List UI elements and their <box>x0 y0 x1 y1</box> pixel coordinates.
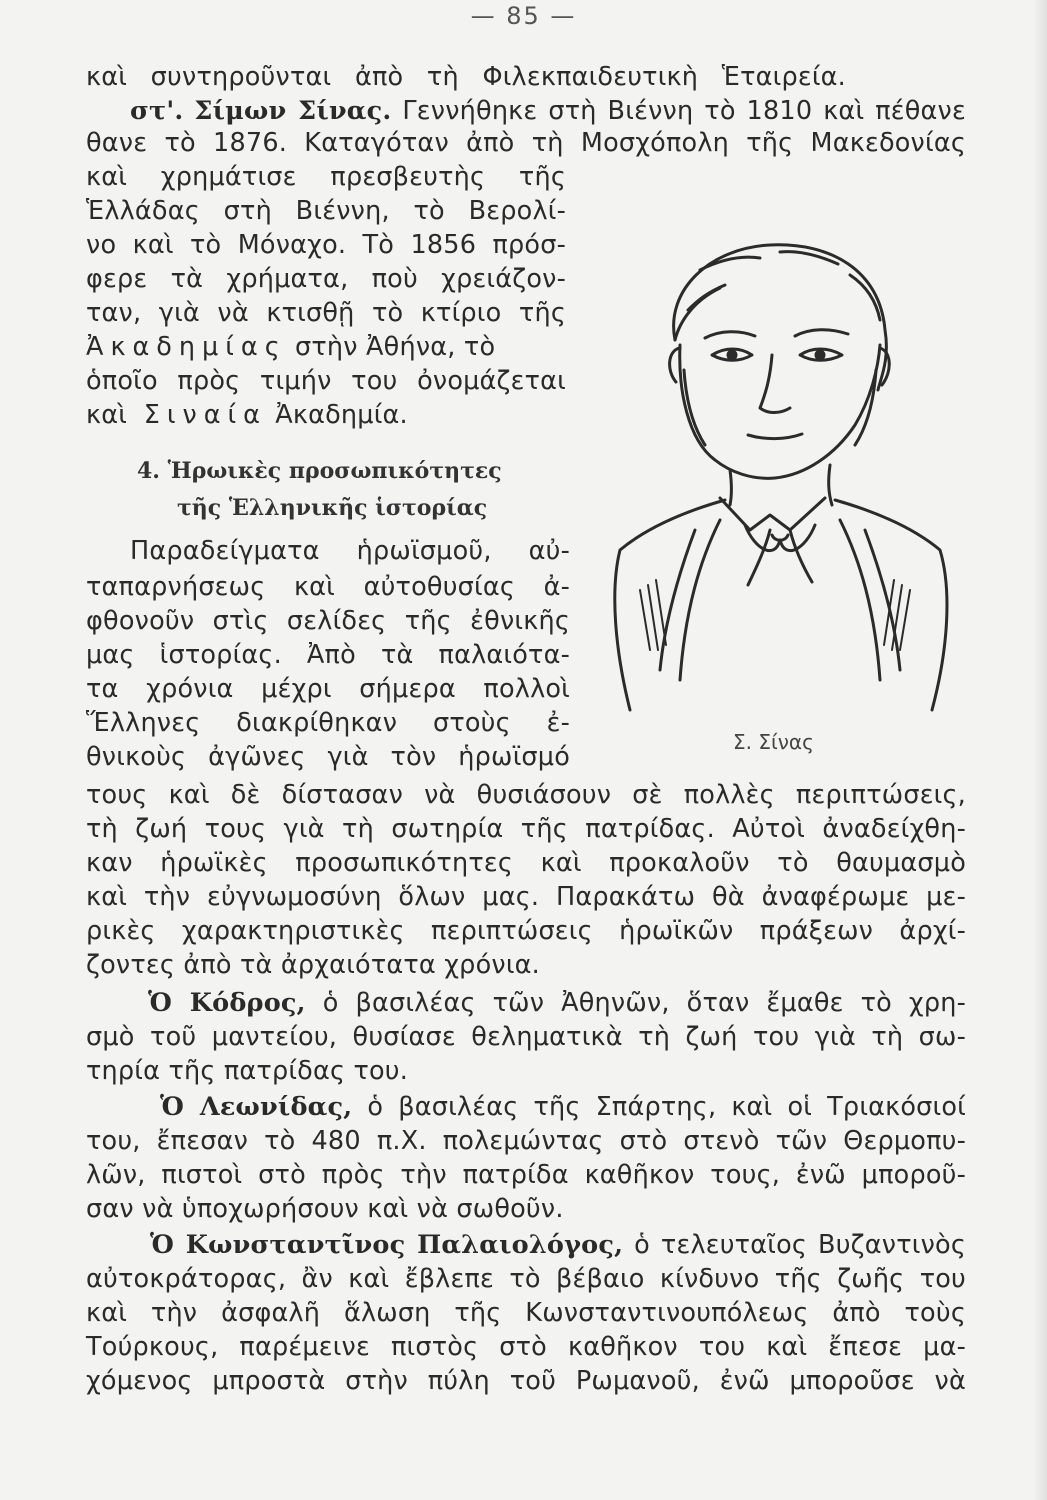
text-line: ταπαρνήσεως καὶ αὐτοθυσίας ἀ- <box>86 572 570 602</box>
person-name: Ὁ Κωνσταντῖνος Παλαιολόγος, <box>150 1230 624 1260</box>
text-line: Παραδείγματα ἡρωϊσμοῦ, αὐ- <box>130 536 570 566</box>
text-line <box>148 988 966 1018</box>
text-line: νο καὶ τὸ Μόναχο. Τὸ 1856 πρόσ- <box>86 230 566 260</box>
text-line: ὁποῖο πρὸς τιμήν του ὀνομάζεται <box>86 366 566 396</box>
page-number: — 85 — <box>470 2 577 30</box>
text-line: λῶν, πιστοὶ στὸ πρὸς τὴν πατρίδα καθῆκον τους, ἐνῶ μποροῦ- <box>86 1160 966 1190</box>
section-label: στ'. <box>130 96 184 126</box>
text-line: φθονοῦν στὶς σελίδες τῆς ἐθνικῆς <box>86 606 570 636</box>
text-line: τα χρόνια μέχρι σήμερα πολλοὶ <box>86 674 570 704</box>
text-line <box>86 332 566 362</box>
text-line <box>150 1230 966 1260</box>
text-line: καὶ τὴν ἀσφαλῆ ἅλωση τῆς Κωνσταντινουπόλεως ἀπὸ τοὺς <box>86 1298 966 1328</box>
portrait-coat <box>615 500 725 710</box>
text-line: σαν νὰ ὑποχωρήσουν καὶ νὰ σωθοῦν. <box>86 1194 564 1224</box>
text-span: στὴν Ἀθήνα, τὸ <box>295 332 496 362</box>
text-span: ὁ βασιλέας τῆς Σπάρτης, καὶ οἱ Τριακόσιοί <box>367 1092 967 1122</box>
text-line: αὐτοκράτορας, ἂν καὶ ἔβλεπε τὸ βέβαιο κίνδυνο τῆς ζωῆς του <box>86 1264 966 1294</box>
text-line: καὶ τὴν εὐγνωμοσύνη ὅλων μας. Παρακάτω θὰ ἀναφέρωμε με- <box>86 882 966 912</box>
scan-edge-shadow <box>1033 0 1047 1500</box>
text-line: Τούρκους, παρέμεινε πιστὸς στὸ καθῆκον του καὶ ἔπεσε μα- <box>86 1332 966 1362</box>
text-line <box>86 400 566 430</box>
text-line: ταν, γιὰ νὰ κτισθῇ τὸ κτίριο τῆς <box>86 298 566 328</box>
text-line: ρικὲς χαρακτηριστικὲς περιπτώσεις ἡρωϊκῶν πράξεων ἀρχί- <box>86 916 966 946</box>
portrait-illustration <box>580 230 990 730</box>
text-line: τὴ ζωή τους γιὰ τὴ σωτηρία τῆς πατρίδας. Αὐτοὶ ἀναδείχθη- <box>86 814 966 844</box>
person-name: Σίμων Σίνας. <box>194 96 392 126</box>
spaced-word: Σιναία <box>143 400 267 430</box>
text-span: ὁ βασιλέας τῶν Ἀθηνῶν, ὅταν ἔμαθε τὸ χρη- <box>322 988 966 1018</box>
text-line <box>130 96 966 126</box>
text-line: φερε τὰ χρήματα, ποὺ χρειάζον- <box>86 264 566 294</box>
text-line: Ἑλλάδας στὴ Βιέννη, τὸ Βερολί- <box>86 196 566 226</box>
text-span: ὁ τελευταῖος Βυζαντινὸς <box>634 1230 966 1260</box>
text-line: τηρία τῆς πατρίδας του. <box>86 1056 409 1086</box>
text-span: Ἀκαδημία. <box>275 400 408 430</box>
text-line <box>160 1092 966 1122</box>
text-span: καὶ <box>86 400 128 430</box>
text-line: θνικοὺς ἀγῶνες γιὰ τὸν ἡρωϊσμό <box>86 742 570 772</box>
text-line: Ἕλληνες διακρίθηκαν στοὺς ἐ- <box>86 708 570 738</box>
person-name: Ὁ Κόδρος, <box>148 988 306 1018</box>
text-line: καν ἡρωϊκὲς προσωπικότητες καὶ προκαλοῦν τὸ θαυμασμὸ <box>86 848 966 878</box>
spaced-word: Ἀκαδημίας <box>86 332 287 362</box>
portrait-caption: Σ. Σίνας <box>733 730 814 754</box>
section-heading: 4. Ἡρωικὲς προσωπικότητες <box>137 458 502 484</box>
text-line: θανε τὸ 1876. Καταγόταν ἀπὸ τὴ Μοσχόπολη τῆς Μακεδονίας <box>86 128 966 158</box>
text-line: καὶ χρημάτισε πρεσβευτὴς τῆς <box>86 162 566 192</box>
text-span: Γεννήθηκε στὴ Βιέννη τὸ 1810 καὶ πέθανε <box>402 96 966 126</box>
text-line: τους καὶ δὲ δίστασαν νὰ θυσιάσουν σὲ πολλὲς περιπτώσεις, <box>86 780 966 810</box>
section-heading-sub: τῆς Ἑλληνικῆς ἱστορίας <box>177 495 488 521</box>
portrait-collar <box>720 498 825 530</box>
text-line: μας ἱστορίας. Ἀπὸ τὰ παλαιότα- <box>86 640 570 670</box>
text-line: του, ἔπεσαν τὸ 480 π.Χ. πολεμώντας στὸ στενὸ τῶν Θερμοπυ- <box>86 1126 966 1156</box>
person-name: Ὁ Λεωνίδας, <box>160 1092 353 1122</box>
text-line: σμὸ τοῦ μαντείου, θυσίασε θεληματικὰ τὴ ζωή του γιὰ τὴ σω- <box>86 1022 966 1052</box>
text-line: χόμενος μπροστὰ στὴν πύλη τοῦ Ρωμανοῦ, ἐνῶ μποροῦσε νὰ <box>86 1366 966 1396</box>
text-line: ζοντες ἀπὸ τὰ ἀρχαιότατα χρόνια. <box>86 950 540 980</box>
text-line: καὶ συντηροῦνται ἀπὸ τὴ Φιλεκπαιδευτικὴ Ἑταιρεία. <box>86 62 846 92</box>
